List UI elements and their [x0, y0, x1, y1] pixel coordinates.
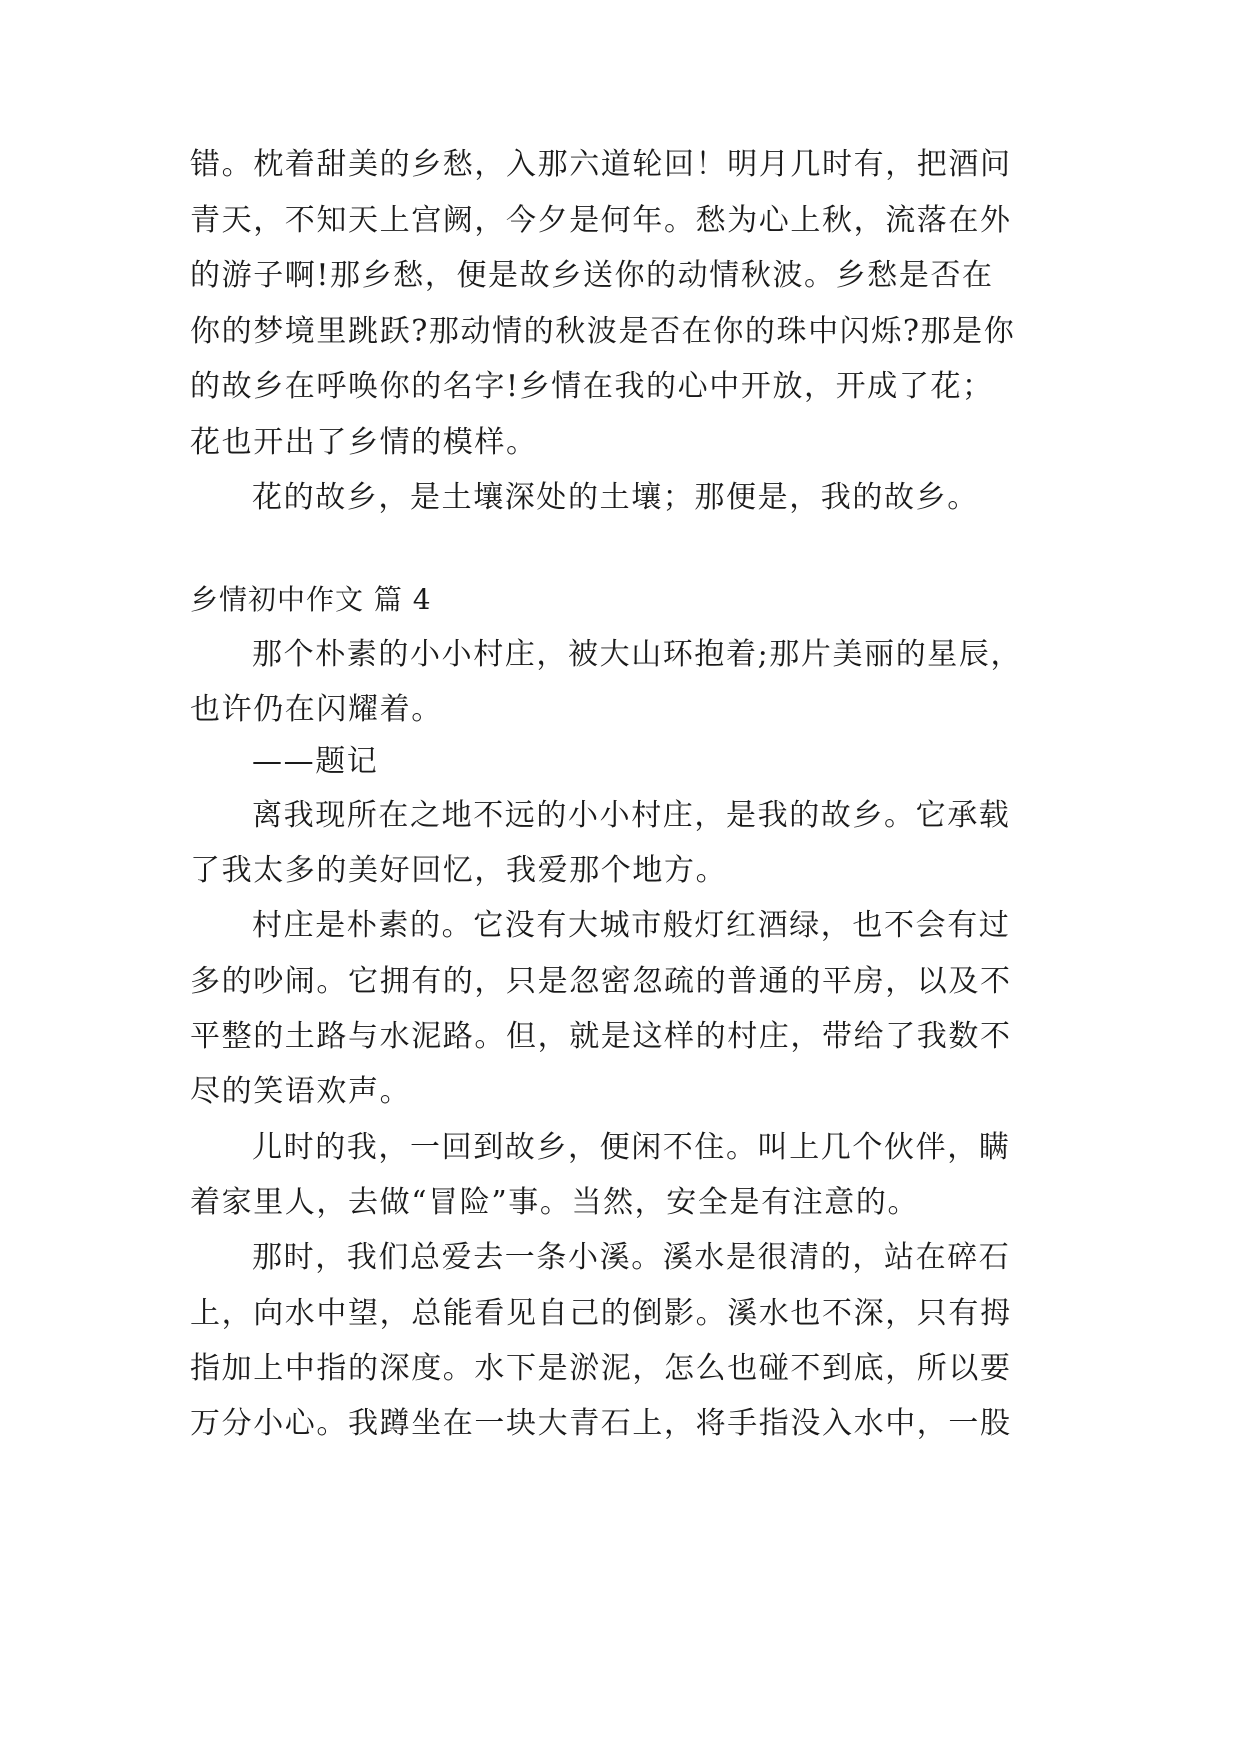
- paragraph-line: 上，向水中望，总能看见自己的倒影。溪水也不深，只有拇: [190, 1296, 1012, 1331]
- paragraph-line: 错。枕着甜美的乡愁，入那六道轮回！明月几时有，把酒问: [190, 147, 1012, 182]
- paragraph-line: 了我太多的美好回忆，我爱那个地方。: [190, 853, 728, 888]
- paragraph-line: 那个朴素的小小村庄，被大山环抱着;那片美丽的星辰，: [252, 637, 1023, 672]
- paragraph-line: 你的梦境里跳跃?那动情的秋波是否在你的珠中闪烁?那是你: [190, 314, 1016, 349]
- paragraph-line: 的故乡在呼唤你的名字!乡情在我的心中开放，开成了花；: [190, 369, 994, 404]
- paragraph-line: 离我现所在之地不远的小小村庄，是我的故乡。它承载: [252, 798, 1011, 833]
- paragraph-line: 多的吵闹。它拥有的，只是忽密忽疏的普通的平房，以及不: [190, 964, 1012, 999]
- paragraph-line: 万分小心。我蹲坐在一块大青石上，将手指没入水中，一股: [190, 1406, 1012, 1441]
- paragraph-line: 青天，不知天上宫阙，今夕是何年。愁为心上秋，流落在外: [190, 203, 1012, 238]
- paragraph-line: 指加上中指的深度。水下是淤泥，怎么也碰不到底，所以要: [190, 1351, 1012, 1386]
- paragraph-line: 儿时的我，一回到故乡，便闲不住。叫上几个伙伴，瞒: [252, 1130, 1011, 1165]
- paragraph-line: 花也开出了乡情的模样。: [190, 425, 538, 460]
- paragraph-line: 也许仍在闪耀着。: [190, 692, 443, 727]
- epigraph-attribution: ——题记: [252, 744, 379, 779]
- paragraph-line: 平整的土路与水泥路。但，就是这样的村庄，带给了我数不: [190, 1019, 1012, 1054]
- closing-paragraph: 花的故乡，是土壤深处的土壤；那便是，我的故乡。: [252, 480, 979, 515]
- paragraph-line: 着家里人，去做“冒险”事。当然，安全是有注意的。: [190, 1185, 920, 1220]
- paragraph-line: 村庄是朴素的。它没有大城市般灯红酒绿，也不会有过: [252, 908, 1011, 943]
- paragraph-line: 尽的笑语欢声。: [190, 1074, 412, 1109]
- paragraph-line: 那时，我们总爱去一条小溪。溪水是很清的，站在碎石: [252, 1240, 1011, 1275]
- section-heading: 乡情初中作文 篇 4: [190, 583, 432, 616]
- paragraph-line: 的游子啊!那乡愁，便是故乡送你的动情秋波。乡愁是否在: [190, 258, 994, 293]
